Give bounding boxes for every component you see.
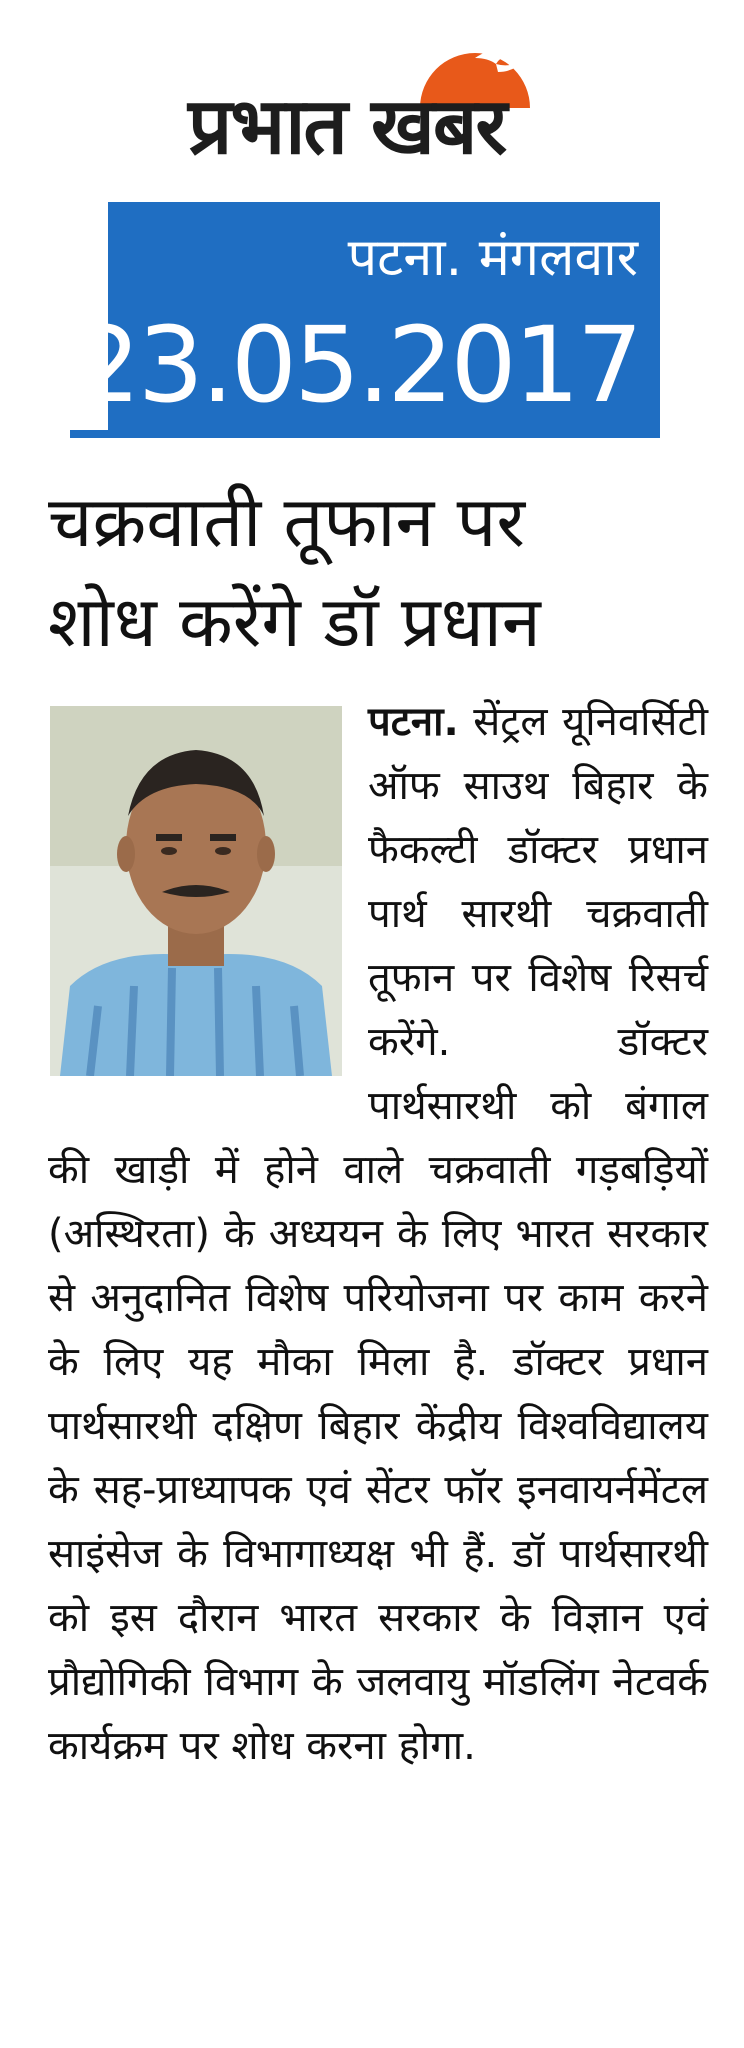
masthead bbox=[150, 30, 670, 180]
portrait-photo bbox=[50, 706, 342, 1076]
article-text: सेंट्रल यूनिवर्सिटी ऑफ साउथ बिहार के फैकल्टी डॉक्टर प्रधान पार्थ सारथी चक्रवाती तूफान पर विशेष रिसर्च करेंगे. डॉक्टर पार्थसारथी को बंगाल की खाड़ी में होने वाले चक्रवाती गड़बड़ियों (अस्थिरता) के अध्ययन के लिए भारत सरकार से अनुदानित विशेष परियोजना पर काम करने के लिए यह मौका मिला है. डॉक्टर प्रधान पार्थसारथी दक्षिण बिहार केंद्रीय विश्वविद्यालय के सह-प्राध्यापक एवं सेंटर फॉर इनवायर्नमेंटल साइंसेज के विभागाध्यक्ष भी हैं. डॉ पार्थसारथी को इस दौरान भारत सरकार के विज्ञान एवं प्रौद्योगिकी विभाग के जलवायु मॉडलिंग नेटवर्क कार्यक्रम पर शोध करना होगा. bbox=[48, 699, 708, 1769]
date-box bbox=[74, 202, 660, 438]
article-dateline: पटना. bbox=[368, 699, 459, 745]
article-body bbox=[48, 690, 708, 1778]
portrait-illustration bbox=[50, 706, 342, 1076]
publication-date: 23.05.2017 bbox=[74, 304, 640, 426]
headline-line-1: चक्रवाती तूफान पर bbox=[48, 481, 526, 563]
newspaper-title: प्रभात खबर bbox=[188, 81, 506, 172]
place-day: पटना. मंगलवार bbox=[347, 228, 638, 288]
headline-line-2: शोध करेंगे डॉ प्रधान bbox=[48, 581, 541, 663]
headline bbox=[48, 472, 708, 672]
